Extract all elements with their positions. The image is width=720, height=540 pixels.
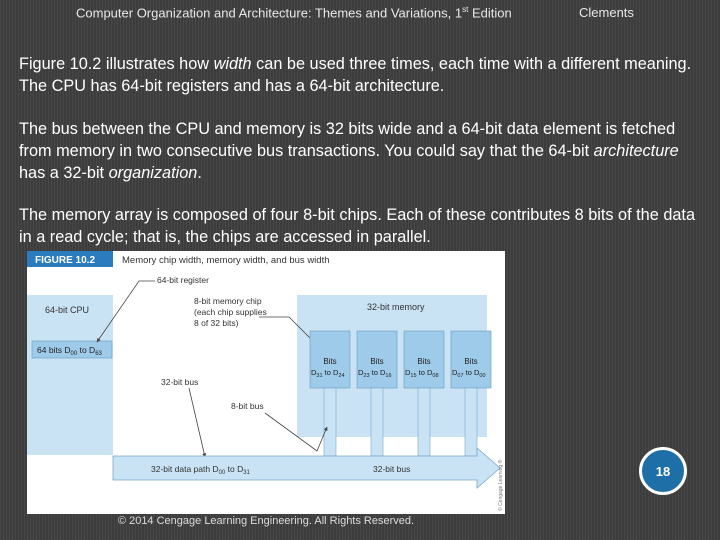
page-number-badge: 18	[639, 447, 687, 495]
figure-10-2	[27, 251, 505, 527]
memory-label: 32-bit memory	[367, 302, 425, 312]
paragraph-bus-organization: The bus between the CPU and memory is 32 bits wide and a 64-bit data element is fetched from memory in two consecutive bus transactions. You could say that the 64-bit architecture has a 32-bit organization.	[19, 120, 679, 182]
figure-caption: Memory chip width, memory width, and bus width	[122, 255, 330, 266]
bottom-bus-label: 32-bit bus	[373, 464, 411, 474]
chip-range-2: $D_{15}$ to $D_{08}$	[405, 368, 439, 379]
chip-range-0: $D_{31}$ to $D_{24}$	[311, 368, 345, 379]
cpu-block	[27, 295, 113, 455]
bus8-label: 8-bit bus	[231, 401, 264, 411]
chip-title-0: Bits	[323, 357, 337, 366]
cpu-label: 64-bit CPU	[45, 305, 90, 315]
chip-link-2	[418, 388, 430, 456]
chip-title-2: Bits	[417, 357, 431, 366]
chip-title-1: Bits	[370, 357, 384, 366]
chip-link-0	[324, 388, 336, 456]
register-label: 64-bit register	[157, 275, 209, 285]
author-name: Clements	[579, 5, 634, 20]
figure-label: FIGURE 10.2	[35, 255, 96, 266]
paragraph-memory-array: The memory array is composed of four 8-bit chips. Each of these contributes 8 bits of the data in a read cycle; that is, the chips are accessed in parallel.	[19, 206, 696, 246]
data-path-label: 32-bit data path $D_{00}$ to $D_{31}$	[151, 464, 250, 476]
slide-header	[0, 4, 720, 22]
side-credit: © Cengage Learning ®	[498, 459, 504, 511]
book-title: Computer Organization and Architecture: Themes and Variations, 1st Edition	[76, 5, 512, 21]
chip-range-1: $D_{23}$ to $D_{16}$	[358, 368, 392, 379]
bus32-label: 32-bit bus	[161, 377, 199, 387]
chip-link-1	[371, 388, 383, 456]
chip-link-3	[465, 388, 477, 456]
paragraph-width-meaning: Figure 10.2 illustrates how width can be used three times, each time with a different meaning. The CPU has 64-bit registers and has a 64-bit architecture.	[19, 55, 692, 95]
bus32-pointer	[189, 388, 205, 457]
copyright: © 2014 Cengage Learning Engineering. All Rights Reserved.	[117, 515, 415, 527]
chip-range-3: $D_{07}$ to $D_{00}$	[452, 368, 486, 379]
chip-title-3: Bits	[464, 357, 478, 366]
cpu-register-text: 64 bits $D_{00}$ to $D_{63}$	[37, 345, 102, 357]
chip-note: 8-bit memory chip (each chip supplies 8 of 32 bits)	[194, 296, 267, 328]
